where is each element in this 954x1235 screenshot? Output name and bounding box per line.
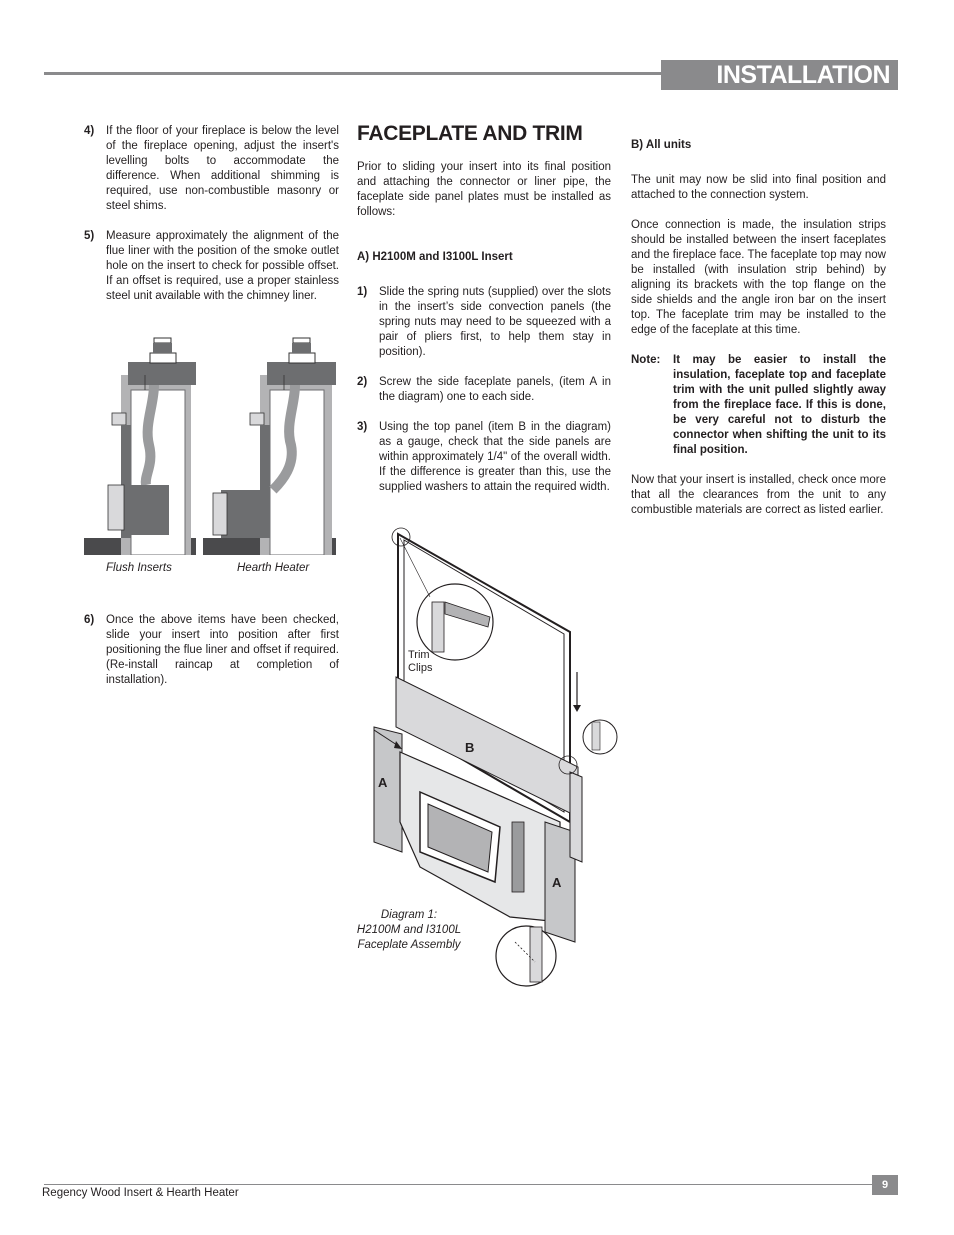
left-column	[84, 124, 339, 319]
list-item	[84, 613, 339, 688]
trim-clips-label	[408, 649, 432, 675]
trim-clips-text: Trim Clips	[408, 649, 433, 674]
item-number: 2)	[357, 376, 368, 388]
header-banner	[661, 60, 898, 90]
list-item	[357, 285, 611, 360]
item-text: Slide the spring nuts (supplied) over the slots in the insert’s side convection panels (the spring nuts may need to be squeezed with a pair of pliers first, to help them stay in position).	[379, 286, 611, 358]
paragraph: Once connection is made, the insulation strips should be installed between the insert faceplates and the fireplace face. The faceplate top may now be installed (with insulation strip behind) by aligning its brackets with the top flange on the side shields and the angle iron bar on the insert top. The faceplate trim may be installed to the edge of the faceplate at this time.	[631, 219, 886, 336]
note-block	[631, 353, 886, 458]
section-title: FACEPLATE AND TRIM	[357, 122, 583, 145]
diagram-caption-line: Diagram 1:	[380, 909, 438, 921]
item-text: Screw the side faceplate panels, (item A in the diagram) one to each side.	[379, 376, 611, 403]
label-b: B	[465, 740, 475, 755]
item-text: Once the above items have been checked, slide your insert into position after first positioning the flue liner and offset if required. (Re-install raincap at completion of installation).	[106, 614, 339, 686]
diagram-caption-line: H2100M and I3100L	[356, 924, 462, 936]
item-text: If the floor of your fireplace is below the level of the fireplace opening, adjust the insert's levelling bolts to accommodate the difference. When additional shimming is required, use non-combustible masonry or steel shims.	[106, 125, 339, 212]
item-number: 4)	[84, 125, 95, 137]
hearth-heater-caption: Hearth Heater	[237, 562, 310, 574]
page-title: INSTALLATION	[716, 61, 890, 89]
item-number: 1)	[357, 286, 368, 298]
footer-rule	[44, 1184, 872, 1185]
right-column	[631, 138, 886, 533]
diagram-caption-line: Faceplate Assembly	[357, 939, 461, 951]
flush-insert-illustration	[84, 335, 196, 555]
flush-inserts-caption: Flush Inserts	[106, 562, 172, 574]
item-number: 3)	[357, 421, 368, 433]
list-item	[357, 375, 611, 405]
list-item	[84, 229, 339, 304]
subsection-heading: A) H2100M and I3100L Insert	[357, 251, 513, 263]
subsection-heading: B) All units	[631, 139, 692, 151]
label-a-right: A	[552, 875, 562, 890]
paragraph: Now that your insert is installed, check once more that all the clearances from the unit to any combustible materials are correct as listed earlier.	[631, 474, 886, 516]
item-number: 6)	[84, 614, 95, 626]
intro-paragraph: Prior to sliding your insert into its final position and attaching the connector or liner pipe, the faceplate side panel plates must be installed as follows:	[357, 161, 611, 218]
middle-column	[357, 120, 611, 510]
header-rule	[44, 72, 661, 75]
footer-title: Regency Wood Insert & Hearth Heater	[42, 1187, 239, 1199]
item-text: Measure approximately the alignment of the flue liner with the position of the smoke outlet hole on the insert to check for possible offset. If an offset is required, use a proper stainless steel unit available with the chimney liner.	[106, 230, 339, 302]
hearth-heater-illustration	[203, 335, 336, 555]
item-text: Using the top panel (item B in the diagram) as a gauge, check that the side panels are within approximately 1/4" of the overall width. If the difference is greater than this, use the supplied washers to attain the required width.	[379, 421, 611, 493]
paragraph: The unit may now be slid into final position and attached to the connection system.	[631, 174, 886, 201]
item-number: 5)	[84, 230, 95, 242]
list-item	[84, 124, 339, 214]
list-item	[357, 420, 611, 495]
page-number: 9	[872, 1175, 898, 1195]
label-a-left: A	[378, 775, 388, 790]
note-label: Note:	[631, 354, 661, 366]
diagram-caption	[348, 908, 470, 953]
note-text: It may be easier to install the insulation, faceplate top and faceplate trim with the unit pulled slightly away from the fireplace face. If this is done, be very careful not to disturb the connector when shifting the unit to its final position.	[673, 354, 886, 456]
